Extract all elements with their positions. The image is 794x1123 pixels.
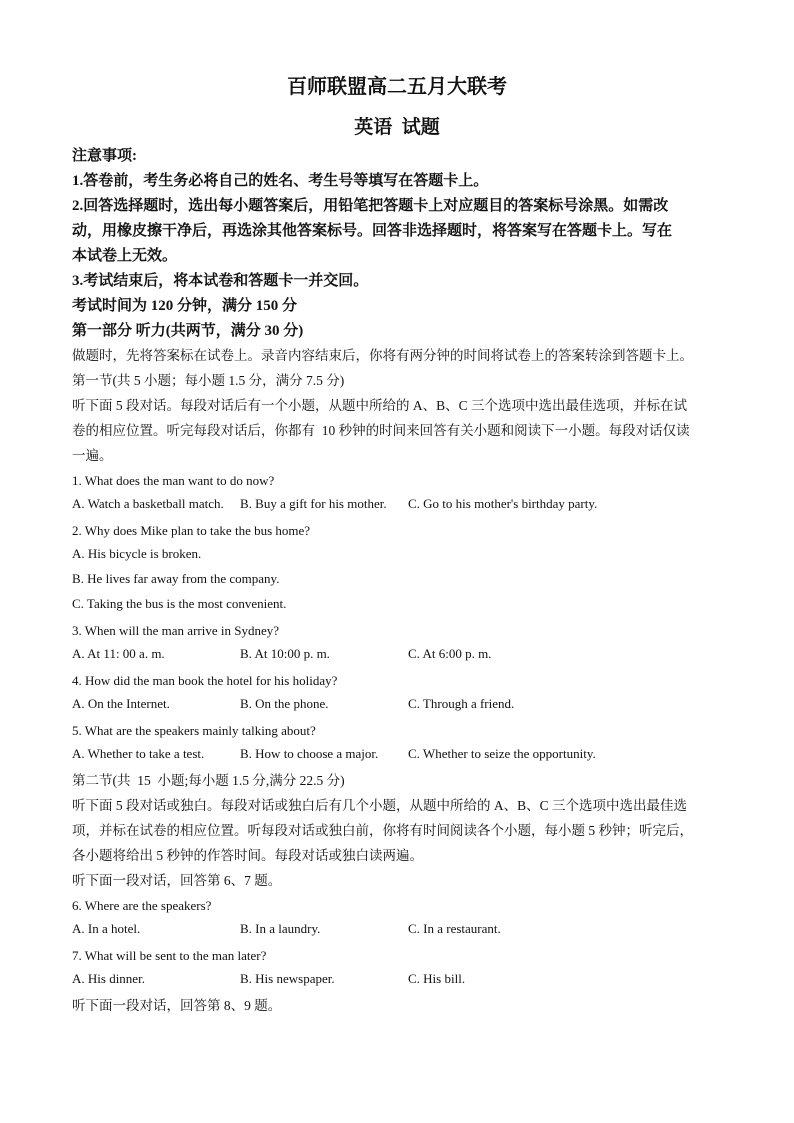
question-7-option-b: B. His newspaper. [240, 971, 335, 986]
section1-instruction-line-3: 一遍。 [72, 448, 113, 463]
question-5-option-c: C. Whether to seize the opportunity. [408, 746, 596, 761]
notice-item-2-line-2: 动，用橡皮擦干净后，再选涂其他答案标号。回答非选择题时，将答案写在答题卡上。写在 [72, 223, 673, 239]
section2-instruction-line-2: 项，并标在试卷的相应位置。听每段对话或独白前，你将有时间阅读各个小题，每小题 5 秒钟；听完后， [72, 823, 693, 838]
question-3-option-c: C. At 6:00 p. m. [408, 646, 492, 661]
notice-item-2-line-3: 本试卷上无效。 [72, 248, 178, 264]
exam-title: 百师联盟高二五月大联考 [287, 76, 507, 98]
exam-subtitle: 英语 试题 [354, 117, 440, 138]
question-7-option-c: C. His bill. [408, 971, 466, 986]
notice-item-2-line-1: 2.回答选择题时，选出每小题答案后，用铅笔把答题卡上对应题目的答案标号涂黑。如需改 [72, 198, 669, 214]
question-7-stem: 7. What will be sent to the man later? [72, 948, 267, 963]
question-2-option-c: C. Taking the bus is the most convenient. [72, 596, 287, 611]
question-4-stem: 4. How did the man book the hotel for his holiday? [72, 673, 338, 688]
dialog-instruction-8-9: 听下面一段对话，回答第 8、9 题。 [72, 998, 282, 1013]
question-5-option-a: A. Whether to take a test. [72, 746, 205, 761]
question-5-stem: 5. What are the speakers mainly talking about? [72, 723, 316, 738]
notice-heading: 注意事项: [72, 148, 137, 164]
notice-item-1: 1.答卷前，考生务必将自己的姓名、考生号等填写在答题卡上。 [72, 173, 489, 189]
question-1-option-a: A. Watch a basketball match. [72, 496, 224, 511]
question-4-option-a: A. On the Internet. [72, 696, 170, 711]
question-6-option-b: B. In a laundry. [240, 921, 321, 936]
question-6-option-c: C. In a restaurant. [408, 921, 501, 936]
section1-instruction-line-2: 卷的相应位置。听完每段对话后，你都有 10 秒钟的时间来回答有关小题和阅读下一小题。每段对话仅读 [72, 423, 690, 438]
question-5-option-b: B. How to choose a major. [240, 746, 379, 761]
question-3-option-a: A. At 11: 00 a. m. [72, 646, 165, 661]
question-7-option-a: A. His dinner. [72, 971, 145, 986]
question-2-option-b: B. He lives far away from the company. [72, 571, 280, 586]
notice-item-3: 3.考试结束后，将本试卷和答题卡一并交回。 [72, 273, 369, 289]
exam-time: 考试时间为 120 分钟，满分 150 分 [72, 298, 298, 314]
question-3-option-b: B. At 10:00 p. m. [240, 646, 330, 661]
section2-instruction-line-1: 听下面 5 段对话或独白。每段对话或独白后有几个小题，从题中所给的 A、B、C 三个选项中选出最佳选 [72, 798, 688, 813]
dialog-instruction-6-7: 听下面一段对话，回答第 6、7 题。 [72, 873, 282, 888]
question-1-option-b: B. Buy a gift for his mother. [240, 496, 387, 511]
question-1-option-c: C. Go to his mother's birthday party. [408, 496, 598, 511]
question-6-stem: 6. Where are the speakers? [72, 898, 212, 913]
section1-heading: 第一节(共 5 小题；每小题 1.5 分，满分 7.5 分) [72, 373, 345, 388]
question-6-option-a: A. In a hotel. [72, 921, 141, 936]
part1-heading: 第一部分 听力(共两节，满分 30 分) [72, 323, 304, 339]
question-4-option-b: B. On the phone. [240, 696, 329, 711]
section2-heading: 第二节(共 15 小题;每小题 1.5 分,满分 22.5 分) [72, 773, 345, 788]
question-3-stem: 3. When will the man arrive in Sydney? [72, 623, 279, 638]
section1-instruction-line-1: 听下面 5 段对话。每段对话后有一个小题，从题中所给的 A、B、C 三个选项中选出最佳选项，并标在试 [72, 398, 688, 413]
section2-instruction-line-3: 各小题将给出 5 秒钟的作答时间。每段对话或独白读两遍。 [72, 848, 423, 863]
question-2-stem: 2. Why does Mike plan to take the bus home? [72, 523, 311, 538]
part1-intro: 做题时，先将答案标在试卷上。录音内容结束后，你将有两分钟的时间将试卷上的答案转涂到答题卡上。 [72, 348, 693, 363]
question-1-stem: 1. What does the man want to do now? [72, 473, 275, 488]
question-2-option-a: A. His bicycle is broken. [72, 546, 202, 561]
question-4-option-c: C. Through a friend. [408, 696, 515, 711]
